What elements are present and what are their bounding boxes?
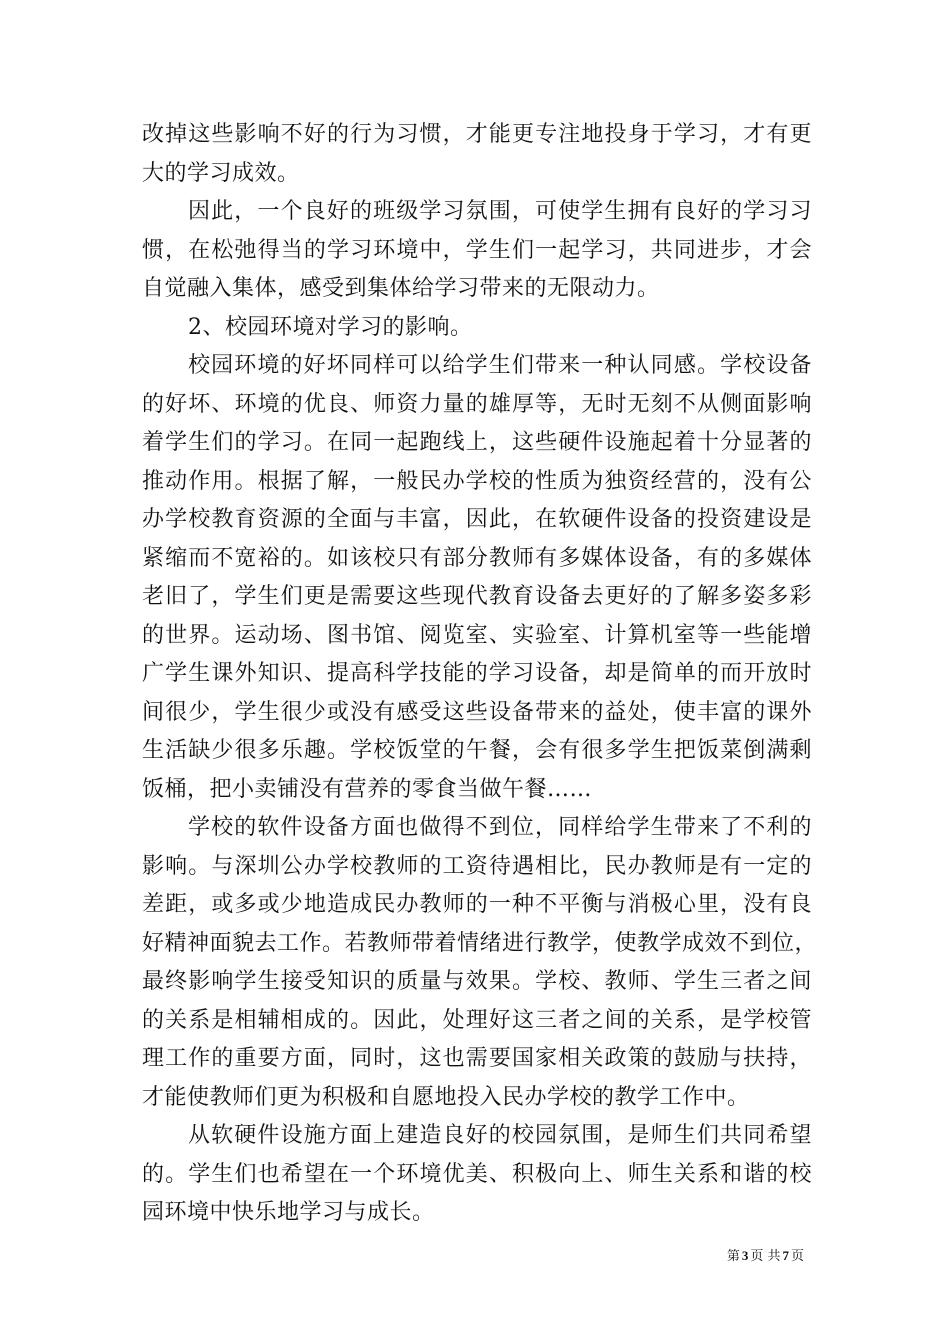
text-line: 学校的软件设备方面也做得不到位，同样给学生带来了不利的 (188, 815, 812, 840)
text-line: 因此，一个良好的班级学习氛围，可使学生拥有良好的学习习 (188, 199, 812, 224)
text-line: 推动作用。根据了解，一般民办学校的性质为独资经营的，没有公 (142, 468, 812, 494)
text-line: 间很少，学生很少或没有感受这些设备带来的益处，使丰富的课外 (142, 699, 812, 725)
text-line: 理工作的重要方面，同时，这也需要国家相关政策的鼓励与扶持， (142, 1046, 812, 1071)
paragraph-5 (142, 1117, 812, 1233)
text-line: 自觉融入集体，感受到集体给学习带来的无限动力。 (142, 276, 660, 301)
paragraph-4 (142, 809, 818, 1117)
footer-suffix: 页 (790, 1249, 804, 1264)
text-line: 好精神面貌去工作。若教师带着情绪进行教学，使教学成效不到位， (142, 930, 818, 956)
text-line: 2、校园环境对学习的影响。 (188, 314, 473, 340)
text-line: 从软硬件设施方面上建造良好的校园氛围，是师生们共同希望 (188, 1123, 812, 1148)
text-line: 园环境中快乐地学习与成长。 (142, 1200, 435, 1225)
paragraph-1 (142, 116, 812, 193)
total-page-number: 7 (782, 1248, 789, 1263)
text-line: 办学校教育资源的全面与丰富，因此，在软硬件设备的投资建设是 (142, 507, 812, 532)
paragraph-3 (142, 347, 812, 809)
footer-prefix: 第 (726, 1249, 740, 1264)
text-line: 广学生课外知识、提高科学技能的学习设备，却是简单的而开放时 (142, 661, 812, 686)
section-heading (142, 309, 812, 348)
text-line: 生活缺少很多乐趣。学校饭堂的午餐，会有很多学生把饭菜倒满剩 (142, 738, 812, 763)
text-line: 的好坏、环境的优良、师资力量的雄厚等，无时无刻不从侧面影响 (142, 391, 812, 417)
document-body (142, 116, 818, 1233)
text-line: 老旧了，学生们更是需要这些现代教育设备去更好的了解多姿多彩 (142, 584, 812, 609)
paragraph-2 (142, 193, 812, 309)
text-line: 大的学习成效。 (142, 160, 300, 186)
text-line: 着学生们的学习。在同一起跑线上，这些硬件设施起着十分显著的 (142, 430, 812, 455)
text-line: 最终影响学生接受知识的质量与效果。学校、教师、学生三者之间 (142, 969, 812, 994)
text-line: 改掉这些影响不好的行为习惯，才能更专注地投身于学习，才有更 (142, 122, 812, 147)
text-line: 的世界。运动场、图书馆、阅览室、实验室、计算机室等一些能增 (142, 622, 812, 648)
text-line: 才能使教师们更为积极和自愿地投入民办学校的教学工作中。 (142, 1084, 750, 1110)
text-line: 紧缩而不宽裕的。如该校只有部分教师有多媒体设备，有的多媒体 (142, 545, 812, 571)
text-line: 饭桶，把小卖铺没有营养的零食当做午餐…… (142, 776, 593, 802)
text-line: 的。学生们也希望在一个环境优美、积极向上、师生关系和谐的校 (142, 1161, 812, 1187)
text-line: 惯，在松弛得当的学习环境中，学生们一起学习，共同进步，才会 (142, 237, 812, 263)
footer-middle: 页 共 (750, 1249, 781, 1264)
current-page-number: 3 (741, 1248, 749, 1263)
text-line: 差距，或多或少地造成民办教师的一种不平衡与消极心里，没有良 (142, 892, 812, 917)
text-line: 影响。与深圳公办学校教师的工资待遇相比，民办教师是有一定的 (142, 853, 812, 879)
text-line: 的关系是相辅相成的。因此，处理好这三者之间的关系，是学校管 (142, 1007, 812, 1033)
text-line: 校园环境的好坏同样可以给学生们带来一种认同感。学校设备 (188, 353, 812, 378)
page-footer (727, 1248, 804, 1265)
